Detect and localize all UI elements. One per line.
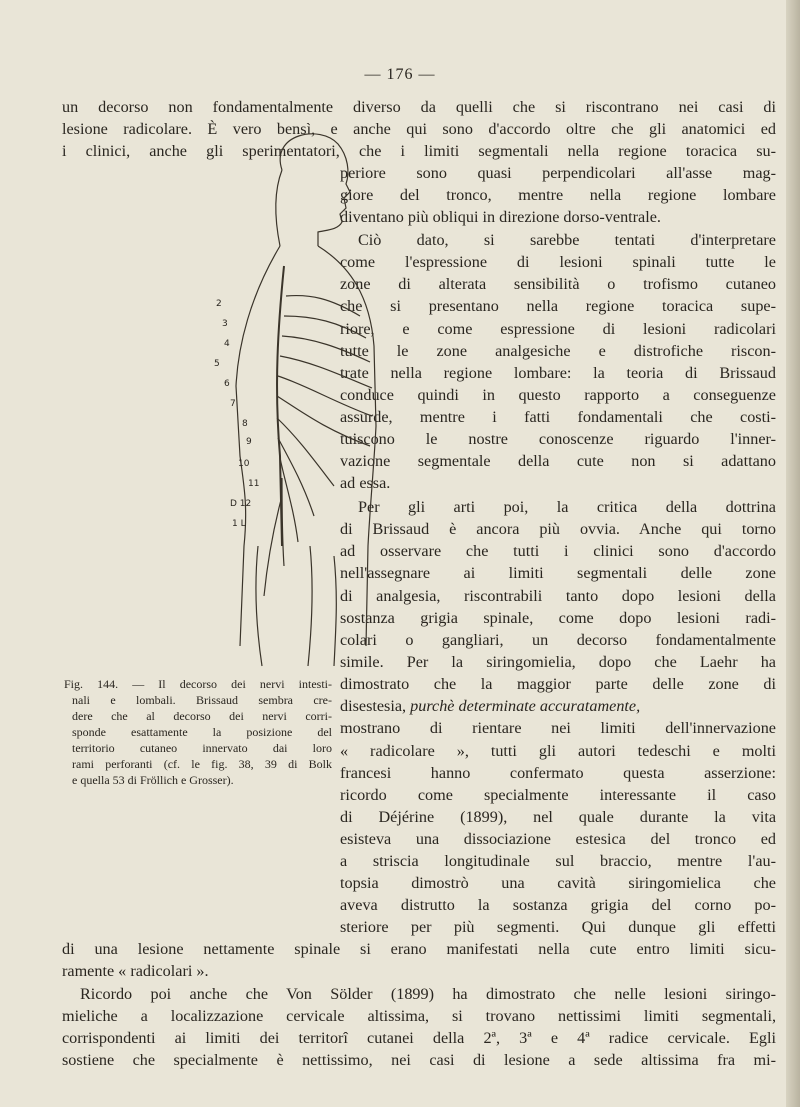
text-line: di Brissaud è ancora più ovvia. Anche qui torno xyxy=(340,520,776,538)
figure-label: 9 xyxy=(246,437,252,447)
text-line: di analgesia, riscontrabili tanto dopo lesioni della xyxy=(340,587,776,605)
text-line: un decorso non fondamentalmente diverso da quelli che si riscontrano nei casi di xyxy=(62,98,776,116)
nerve xyxy=(277,396,370,446)
text-line: aveva distrutto la sostanza grigia del corno po- xyxy=(340,896,776,914)
back-of-head xyxy=(276,170,282,246)
text-line: sostiene che specialmente è nettissimo, nei casi di lesione a sede altissima fra mi- xyxy=(62,1051,776,1069)
nerve xyxy=(264,496,282,596)
text-line: steriore per più segmenti. Qui dunque gli effetti xyxy=(340,918,776,936)
caption-line: e quella 53 di Fröllich e Grosser). xyxy=(72,773,234,787)
text-line xyxy=(340,695,776,717)
figure-label: 10 xyxy=(238,459,250,469)
figure-label: 2 xyxy=(216,299,222,309)
caption-line: rami perforanti (cf. le fig. 38, 39 di Bolk xyxy=(72,757,332,771)
text-line: di una lesione nettamente spinale si erano manifestati nella cute entro limiti sicu- xyxy=(62,940,776,958)
torso-back xyxy=(236,246,280,646)
text-line: ad osservare che tutti i clinici sono d'accordo xyxy=(340,542,776,560)
text-line: tutte le zone analgesiche e distrofiche riscon- xyxy=(340,342,776,360)
text-line: Ricordo poi anche che Von Sölder (1899) ha dimostrato che nelle lesioni siringo- xyxy=(80,985,776,1003)
text-line: ricordo come specialmente interessante il caso xyxy=(340,786,776,804)
text-line: zone di alterata sensibilità o trofismo cutaneo xyxy=(340,275,776,293)
text-line: ad essa. xyxy=(340,474,391,492)
text-line: esisteva una dissociazione estesica del tronco ed xyxy=(340,830,776,848)
figure-label: 3 xyxy=(222,319,228,329)
text-line: Per gli arti poi, la critica della dottrina xyxy=(358,498,776,516)
nerve xyxy=(284,316,366,338)
text-line: francesi hanno confermato questa asserzione: xyxy=(340,764,776,782)
text-line: giore del tronco, mentre nella regione lombare xyxy=(340,186,776,204)
limb-outline xyxy=(334,556,336,666)
text-line: nell'assegnare ai limiti segmentali delle zone xyxy=(340,564,776,582)
figure-label: 4 xyxy=(224,339,230,349)
text-line: lesione radicolare. È vero bensì, e anche qui sono d'accordo oltre che gli anatomici ed xyxy=(62,120,776,138)
text-line: topsia dimostrò una cavità siringomielica che xyxy=(340,874,776,892)
text-line: periore sono quasi perpendicolari all'asse mag- xyxy=(340,164,776,182)
caption-line: dere che al decorso dei nervi corri- xyxy=(72,709,332,723)
text-line: trate nella regione lombare: la teoria di Brissaud xyxy=(340,364,776,382)
caption-line: nali e lombali. Brissaud sembra cre- xyxy=(72,693,332,707)
text-line: diventano più obliqui in direzione dorso-ventrale. xyxy=(340,208,661,226)
nerve xyxy=(282,336,370,362)
text-line: mostrano di rientare nei limiti dell'innervazione xyxy=(340,719,776,737)
text-line: simile. Per la siringomielia, dopo che Laehr ha xyxy=(340,653,776,671)
figure-label: 8 xyxy=(242,419,248,429)
text-line: i clinici, anche gli sperimentatori, che i limiti segmentali nella regione toracica su- xyxy=(62,142,776,160)
text-line: come l'espressione di lesioni spinali tutte le xyxy=(340,253,776,271)
caption-line: sponde esattamente la posizione del xyxy=(72,725,332,739)
caption-line: territorio cutaneo innervato dai loro xyxy=(72,741,332,755)
text-line: mieliche a localizzazione cervicale altissima, si trovano nettissimi limiti segmentali, xyxy=(62,1007,776,1025)
figure-label: 7 xyxy=(230,399,236,409)
nerve xyxy=(282,478,284,566)
text-line: conduce quindi in questo rapporto a conseguenze xyxy=(340,386,776,404)
page-number: — 176 — xyxy=(364,66,436,83)
torso-front xyxy=(318,246,376,646)
text-line: riore, e come espressione di lesioni radicolari xyxy=(340,320,776,338)
limb-outline xyxy=(308,546,312,666)
text-line: tuiscono le nostre conoscenze riguardo l'inner- xyxy=(340,430,776,448)
italic-phrase: purchè determinate accuratamente, xyxy=(410,697,641,715)
head-outline xyxy=(280,134,350,246)
figure-label: 11 xyxy=(248,479,260,489)
nerve xyxy=(278,438,314,516)
figure-caption xyxy=(64,676,332,788)
text-line: che si presentano nella regione toracica supe- xyxy=(340,297,776,315)
text-line: dimostrato che la maggior parte delle zone di xyxy=(340,675,776,693)
figure-label: 6 xyxy=(224,379,230,389)
text-line: colari o gangliari, un decorso fondamentalmente xyxy=(340,631,776,649)
text-line: Ciò dato, si sarebbe tentati d'interpretare xyxy=(358,231,776,249)
text-line: vazione segmentale della cute non si adattano xyxy=(340,452,776,470)
text-span: disestesia, xyxy=(340,697,407,715)
figure-label: 5 xyxy=(214,359,220,369)
text-line: « radicolare », tutti gli autori tedeschi e molti xyxy=(340,742,776,760)
figure-label: 1 L xyxy=(232,519,246,529)
page-edge xyxy=(786,0,800,1107)
text-line: sostanza grigia spinale, come dopo lesioni radi- xyxy=(340,609,776,627)
text-line: di Déjérine (1899), nel quale durante la vita xyxy=(340,808,776,826)
figure-label: D 12 xyxy=(230,499,252,509)
caption-line: Fig. 144. — Il decorso dei nervi intesti- xyxy=(64,677,332,691)
text-line: a striscia longitudinale sul braccio, mentre l'au- xyxy=(340,852,776,870)
nerve xyxy=(280,356,372,388)
anatomical-figure xyxy=(210,126,380,672)
limb-outline xyxy=(256,546,262,666)
text-line: assurde, mentre i fatti fondamentali che costi- xyxy=(340,408,776,426)
text-line: ramente « radicolari ». xyxy=(62,962,209,980)
nerve xyxy=(286,296,360,316)
text-line: corrispondenti ai limiti dei territorî cutanei della 2ª, 3ª e 4ª radice cervicale. Egli xyxy=(62,1029,776,1047)
